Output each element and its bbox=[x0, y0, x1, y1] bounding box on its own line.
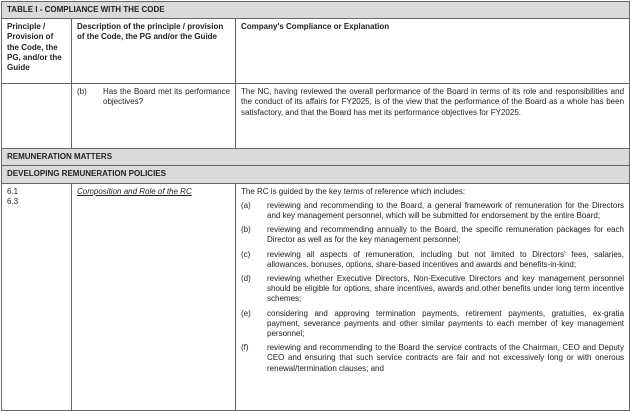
item-text: reviewing all aspects of remuneration, including but not limited to Directors' fees, salaries, allowances, bonuses, options, share-based incentives and awards and benefits-in-kind; bbox=[267, 249, 625, 269]
list-item bbox=[241, 274, 624, 305]
item-text: reviewing whether Executive Directors, Non-Executive Directors and key management personnel should be eligible for options, share incentives, awards and other benefits under long term incentive schemes; bbox=[267, 274, 625, 304]
list-item bbox=[241, 225, 624, 245]
item-text: reviewing and recommending annually to the Board, the specific remuneration packages for each Director as well as for the key management personnel; bbox=[267, 225, 625, 245]
item-marker: (b) bbox=[241, 225, 251, 235]
description-cell bbox=[72, 183, 236, 410]
item-marker: (c) bbox=[241, 249, 251, 259]
rc-intro: The RC is guided by the key terms of reference which includes: bbox=[241, 186, 466, 196]
item-marker: (d) bbox=[241, 274, 251, 284]
item-marker: (f) bbox=[241, 343, 249, 353]
description-cell bbox=[72, 84, 236, 149]
table-row-board-objectives bbox=[2, 84, 630, 149]
list-item bbox=[241, 309, 624, 340]
header-compliance: Company's Compliance or Explanation bbox=[236, 19, 630, 84]
board-objectives-question: Has the Board met its performance objectives? bbox=[103, 87, 230, 107]
table-title: TABLE I - COMPLIANCE WITH THE CODE bbox=[2, 2, 630, 19]
section-title-remuneration: REMUNERATION MATTERS bbox=[2, 149, 630, 166]
section-title-developing: DEVELOPING REMUNERATION POLICIES bbox=[2, 166, 630, 183]
item-marker: (b) bbox=[77, 87, 87, 97]
table-title-row bbox=[2, 2, 630, 19]
provision-cell bbox=[2, 183, 72, 410]
section-row-remuneration bbox=[2, 149, 630, 166]
item-text: reviewing and recommending to the Board the service contracts of the Chairman, CEO and Deputy CEO and ensuring that such service contracts are fair and not excessively long or with onerous renewal/termination clauses; and bbox=[267, 343, 625, 373]
item-text: reviewing and recommending to the Board, a general framework of remuneration for the Directors and key management personnel, which will be submitted for endorsement by the entire Board; bbox=[267, 200, 625, 221]
section-row-developing bbox=[2, 166, 630, 183]
list-item bbox=[241, 343, 624, 374]
compliance-table bbox=[1, 1, 630, 411]
provision-number: 6.3 bbox=[7, 196, 19, 206]
item-marker: (a) bbox=[241, 200, 251, 210]
header-row bbox=[2, 19, 630, 84]
table-row-rc bbox=[2, 183, 630, 410]
header-principle: Principle / Provision of the Code, the PG, and/or the Guide bbox=[2, 19, 72, 84]
list-item bbox=[241, 250, 624, 270]
rc-section-title: Composition and Role of the RC bbox=[77, 186, 192, 196]
provision-cell-empty bbox=[2, 84, 72, 149]
board-objectives-answer: The NC, having reviewed the overall performance of the Board in terms of its role and responsibilities and the conduct of its affairs for FY2025, is of the view that the performance of the Board as a whole has been satisfactory, and that the Board has met its performance objectives for FY2025. bbox=[236, 84, 630, 149]
compliance-cell bbox=[236, 183, 630, 410]
item-marker: (e) bbox=[241, 308, 251, 318]
provision-number: 6.1 bbox=[7, 186, 19, 196]
list-item bbox=[241, 201, 624, 221]
item-text: considering and approving termination payments, retirement payments, gratuities, ex-gratia payment, severance payments and other similar payments to each member of key management personnel; bbox=[267, 308, 625, 339]
header-description: Description of the principle / provision of the Code, the PG and/or the Guide bbox=[72, 19, 236, 84]
